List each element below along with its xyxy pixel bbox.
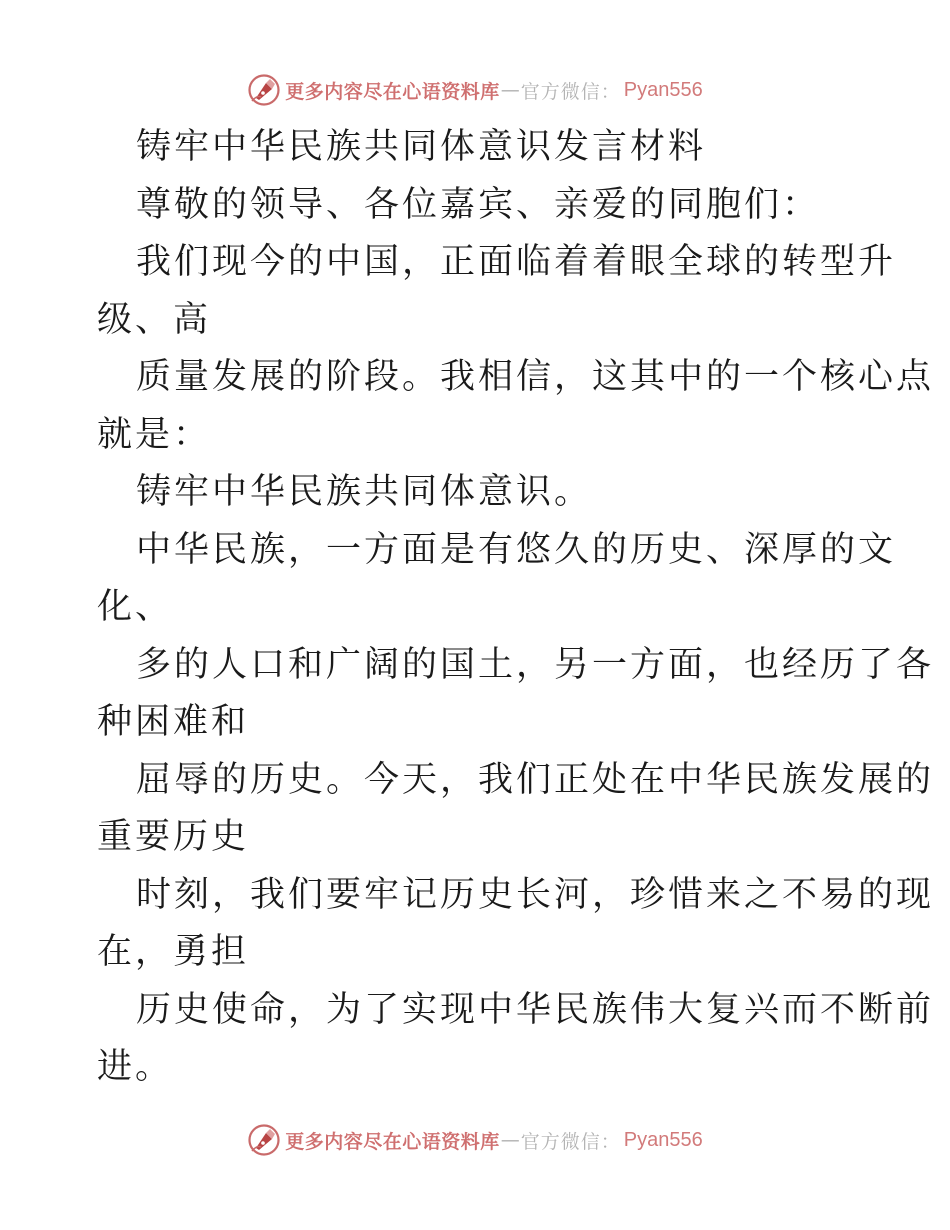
pen-nib-logo-icon	[247, 1123, 281, 1157]
paragraph-line: 重要历史	[97, 817, 250, 857]
paragraph-line: 多的人口和广阔的国土，另一方面，也经历了各	[136, 644, 935, 685]
paragraph-line: 就是：	[97, 414, 212, 455]
paragraph-line: 质量发展的阶段。我相信，这其中的一个核心点	[136, 357, 935, 397]
document-body	[97, 119, 935, 1097]
banner-site-name: 更多内容尽在心语资料库	[285, 1130, 500, 1153]
document-title: 铸牢中华民族共同体意识发言材料	[136, 127, 707, 167]
paragraph-line: 屈辱的历史。今天，我们正处在中华民族发展的	[136, 759, 935, 800]
banner-wechat-label: 官方微信：	[520, 80, 621, 103]
banner-dash: —	[500, 1129, 520, 1151]
footer-banner	[0, 1120, 950, 1160]
paragraph-line: 化、	[97, 587, 174, 627]
banner-wechat-id: Pyan556	[623, 1128, 703, 1151]
pen-nib-logo-icon	[247, 73, 281, 107]
paragraph-line: 时刻，我们要牢记历史长河，珍惜来之不易的现	[136, 874, 935, 915]
paragraph-line: 中华民族，一方面是有悠久的历史、深厚的文	[136, 529, 897, 570]
paragraph-line: 我们现今的中国，正面临着着眼全球的转型升	[136, 242, 897, 282]
header-banner	[0, 70, 950, 110]
paragraph-line: 历史使命，为了实现中华民族伟大复兴而不断前	[136, 989, 935, 1030]
paragraph-line: 级、高	[97, 299, 212, 340]
paragraph-line: 铸牢中华民族共同体意识。	[136, 472, 593, 512]
banner-wechat-id: Pyan556	[623, 78, 703, 101]
paragraph-line: 种困难和	[97, 702, 250, 742]
paragraph-line: 进。	[97, 1047, 174, 1087]
banner-wechat-label: 官方微信：	[520, 1130, 621, 1153]
banner-dash: —	[500, 79, 520, 101]
paragraph-line: 在，勇担	[97, 932, 250, 972]
banner-site-name: 更多内容尽在心语资料库	[285, 80, 500, 103]
salutation-line: 尊敬的领导、各位嘉宾、亲爱的同胞们：	[136, 184, 821, 225]
